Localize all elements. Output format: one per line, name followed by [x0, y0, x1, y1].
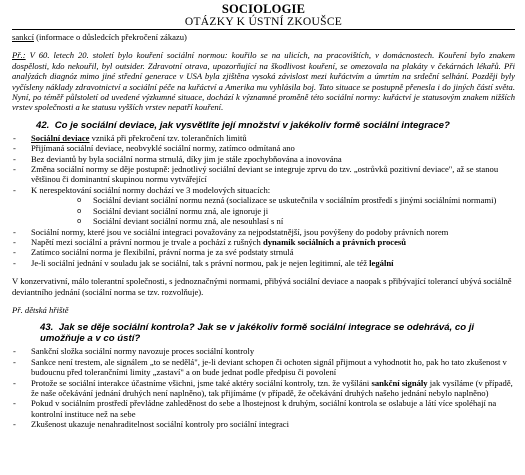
question-42 — [12, 120, 515, 131]
list-item — [12, 237, 515, 247]
list-item-text: Napětí mezi sociální a právní normou je trvale a pochází z rušných — [31, 236, 263, 247]
term-legal: legální — [369, 257, 394, 268]
list-item — [12, 133, 515, 143]
list-item: - Bez deviantů by byla sociální norma strnulá, díky jim je stále zpochybňována a inovována — [12, 154, 515, 164]
list-item-text: K nerespektování sociální normy dochází ve 3 modelových situacích: — [31, 184, 271, 195]
list-item-text: Protože se sociální interakce účastníme všichni, jsme také aktéry sociální kontroly, tzn. že vyšíláni — [31, 377, 372, 388]
intro-example — [12, 50, 515, 112]
document-title: SOCIOLOGIE — [221, 2, 306, 16]
intro-label: Př.: — [12, 50, 26, 61]
header-divider — [12, 29, 515, 30]
list-item: - Přijímaná sociální deviace, neobvyklé sociální normy, zatímco odmítaná ano — [12, 143, 515, 153]
list-item: - Sankce není trestem, ale signálem „to se nedělá", je-li deviant schopen či ochoten signál přijmout a vyhodnotit ho, pak ho tato zkušenost v budoucnu před tolerančními limity „zastaví" a on bude jednat podle předpisu či povolení — [12, 357, 515, 378]
list-item-text: jak vysíláme (v případě, že naše očekávání jednání druhých není naplněno), tak přijímáme (v případě, že očekávání druhých našeho jednání nebylo naplněno) — [31, 377, 513, 398]
answer-42-list — [12, 133, 515, 268]
term-social-deviation: Sociální deviace — [31, 132, 90, 143]
list-item: - Zkušenost ukazuje nenahraditelnost sociální kontroly pro sociální integraci — [12, 419, 515, 429]
term-sanction-signals: sankční signály — [371, 377, 428, 388]
question-42-text: Co je sociální deviace, jak vysvětlíte její množství v jakékoliv formě sociální integrace? — [54, 119, 450, 131]
list-item: - Sociální normy, které jsou ve sociální integraci považovány za nejpodstatnější, jsou povýšeny do podoby právních norem — [12, 227, 515, 237]
situations-sublist — [31, 195, 515, 226]
list-item: - Sankční složka sociální normy navozuje proces sociální kontroly — [12, 346, 515, 356]
top-line-word: sankcí — [12, 32, 34, 42]
list-item: - Pokud v sociálním prostředí převládne zahleděnost do sebe a lhostejnost k druhým, sociální kontrola se oslabuje a látí více spoléhají na kontrolní instituce než na sebe — [12, 398, 515, 419]
document-header — [12, 0, 515, 28]
example-playgrounds: Př. dětská hřiště — [12, 304, 69, 315]
list-item: - Změna sociální normy se děje postupně: jednotlivý sociální deviant se integruje zprvu do tzv. „ostrůvků pozitivní deviace", až se stanou většinou či dominantní skupinou normu vytvářející — [12, 164, 515, 185]
question-43-number: 43. — [40, 322, 54, 334]
question-43 — [12, 322, 515, 344]
list-item — [12, 258, 515, 268]
question-42-number: 42. — [36, 119, 50, 131]
question-43-text: Jak se děje sociální kontrola? Jak se v jakékoliv formě sociální integrace se odehrává, co ji umožňuje a v co ústí? — [40, 322, 475, 345]
conservative-society-paragraph: V konzervativní, málo tolerantní společnosti, s jednoznačnými normami, přibývá sociální deviace a naopak s přibývající tolerancí ubývá sociálně deviantního jednání (sociální norma se tzv. rozvolňuje). — [12, 276, 512, 297]
sublist-item: o Sociální deviant sociální normu zná, ale ignoruje ji — [77, 206, 515, 216]
sublist-item: o Sociální deviant sociální normu zná, ale nesouhlasí s ní — [77, 216, 515, 226]
top-line — [12, 32, 515, 42]
answer-43-list — [12, 346, 515, 429]
list-item — [12, 378, 515, 399]
term-dynamics: dynamik sociálních a právních procesů — [262, 236, 407, 247]
list-item-text: Je-li sociální jednání v souladu jak se sociální, tak s právní normou, pak je nejen legitimní, ale též — [31, 257, 370, 268]
intro-text: V 60. letech 20. století bylo kouření sociální normou: kouřilo se na ulicích, na pracovištích, v domácnostech. Kouření bylo znakem dospělosti, kdo nekouřil, byl outsider. Zdravotní otrava, upozorňující na škodlivost kouření, se omezovala na plakáty v čekárnách lékařů. Při analýzách diagnóz mimo jiné střední generace v USA byla zjištěna vysoká závislost mezi kuřáctvím a úmrtím na srdeční selhání. Později byly vyčísleny náklady zdravotnictví a sociální péče na kuřáctví a Amerika mu vyhlásila boj. Tato situace se postupně přenesla i do jiných částí světa. Nyní, po téměř půlstoletí od uvedené výzkumné situace, dochází k významné proměně této sociální normy: kuřáctví je statusovým znakem nižších vrstev společnosti a ke statusu vyšších vrstev nepatří kouření. — [12, 50, 515, 113]
list-item-text: vzniká při překročení tzv. tolerančních limitů — [89, 132, 247, 143]
sublist-item: o Sociální deviant sociální normu nezná (socializace se uskutečnila v sociálním prostředí s jinými sociálními normami) — [77, 195, 515, 205]
list-item — [12, 185, 515, 227]
list-item: - Zatímco sociální norma je flexibilní, právní norma je za své podstaty strnulá — [12, 247, 515, 257]
document-subtitle: OTÁZKY K ÚSTNÍ ZKOUŠCE — [184, 16, 343, 28]
top-line-rest: (informace o důsledcích překročení zákazu) — [33, 32, 187, 42]
